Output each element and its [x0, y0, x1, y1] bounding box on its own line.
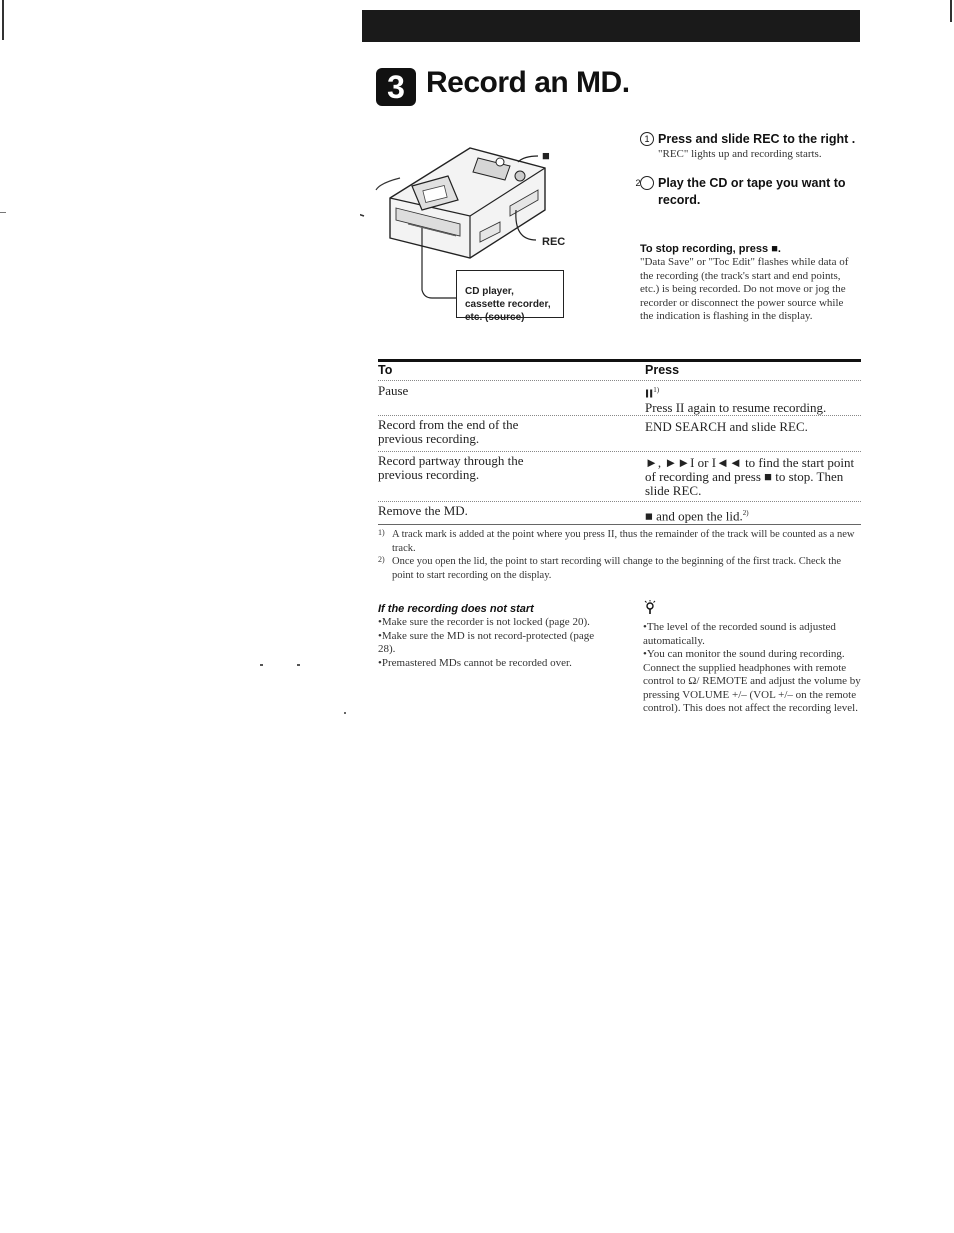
header-bar: [362, 10, 860, 42]
recorder-illustration: [360, 128, 580, 328]
table-bottom-rule: [378, 524, 861, 525]
row-remove-md-press: [645, 506, 860, 523]
table-rule: [378, 380, 861, 381]
troubleshoot-section: [378, 602, 600, 670]
row-record-partway-press: ►, ►►I or I◄◄ to find the start point of recording and press ■ to stop. Then slide REC.: [645, 455, 855, 498]
row-pause-press-text: Press II again to resume recording.: [645, 400, 827, 416]
footnotes: [378, 528, 863, 582]
footnote-ref-1: 1): [653, 386, 660, 394]
troubleshoot-heading: If the recording does not start: [378, 603, 534, 615]
scan-speck: [297, 664, 300, 666]
list-item: •Premastered MDs cannot be recorded over.: [378, 656, 572, 669]
stop-recording-body: "Data Save" or "Toc Edit" flashes while data of the recording (the track's start and end points, etc.) is being recorded. Do not move or jog the recorder or disconnect the power source while the indication is flashing in the display.: [640, 256, 849, 322]
row-pause-to: Pause: [378, 383, 409, 398]
step-2-number: 2: [640, 176, 654, 190]
lightbulb-icon: [643, 600, 657, 616]
step-2-title: Play the CD or tape you want to record.: [658, 176, 846, 207]
troubleshoot-list: [378, 616, 600, 670]
list-item: •The level of the recorded sound is adjusted automatically.: [643, 621, 836, 647]
row-record-partway-to: Record partway through the previous recording.: [378, 453, 524, 482]
footnote-1: [378, 528, 863, 555]
row-remove-md-press-text: ■ and open the lid.: [645, 508, 743, 524]
row-pause-press: [645, 383, 860, 415]
footnote-1-mark: 1): [378, 528, 385, 537]
table-header-to: To: [378, 363, 393, 377]
page-edge-line: [2, 0, 4, 40]
footnote-2-mark: 2): [378, 555, 385, 564]
list-item: •Make sure the MD is not record-protected (page 28).: [378, 629, 595, 655]
footnote-ref-2: 2): [742, 509, 749, 517]
row-remove-md-to: Remove the MD.: [378, 503, 468, 518]
source-label-box: CD player, cassette recorder, etc. (source): [456, 270, 564, 318]
step-1-detail: "REC" lights up and recording starts.: [658, 148, 822, 160]
step-1-number: 1: [640, 132, 654, 146]
scan-speck: [260, 664, 263, 666]
stop-recording-section: [640, 242, 858, 324]
step-1: [640, 131, 860, 162]
table-top-rule: [378, 359, 861, 362]
step-number-badge: 3: [376, 68, 416, 106]
footnote-2: [378, 555, 863, 582]
scan-speck: [0, 212, 6, 213]
stop-recording-heading: To stop recording, press ■.: [640, 243, 781, 255]
stop-label: ■: [542, 148, 550, 163]
step-2: [635, 175, 860, 209]
tips-section: [643, 600, 861, 716]
row-record-end-press: END SEARCH and slide REC.: [645, 419, 808, 434]
table-rule: [378, 415, 861, 416]
page-edge-line: [950, 0, 952, 22]
table-header-press: Press: [645, 363, 680, 377]
list-item: •Make sure the recorder is not locked (page 20).: [378, 616, 590, 628]
list-item: •You can monitor the sound during recording. Connect the supplied headphones with remote control to Ω/ REMOTE and adjust the volume by pressing VOLUME +/– (VOL +/– on the remote control). This does not affect the recording level.: [643, 648, 861, 714]
footnote-1-text: A track mark is added at the point where you press II, thus the remainder of the track will be counted as a new track.: [392, 529, 855, 554]
rec-label: REC: [542, 236, 566, 248]
tips-list: [643, 621, 861, 716]
page-title: Record an MD.: [426, 66, 630, 99]
row-record-end-to: Record from the end of the previous recording.: [378, 417, 519, 446]
step-1-title: Press and slide REC to the right .: [658, 132, 856, 146]
table-rule: [378, 451, 861, 452]
table-rule: [378, 501, 861, 502]
pause-symbol: II: [645, 387, 654, 401]
footnote-2-text: Once you open the lid, the point to start recording will change to the beginning of the first track. Check the point to start recording on the display.: [392, 556, 842, 581]
scan-speck: [344, 712, 346, 714]
